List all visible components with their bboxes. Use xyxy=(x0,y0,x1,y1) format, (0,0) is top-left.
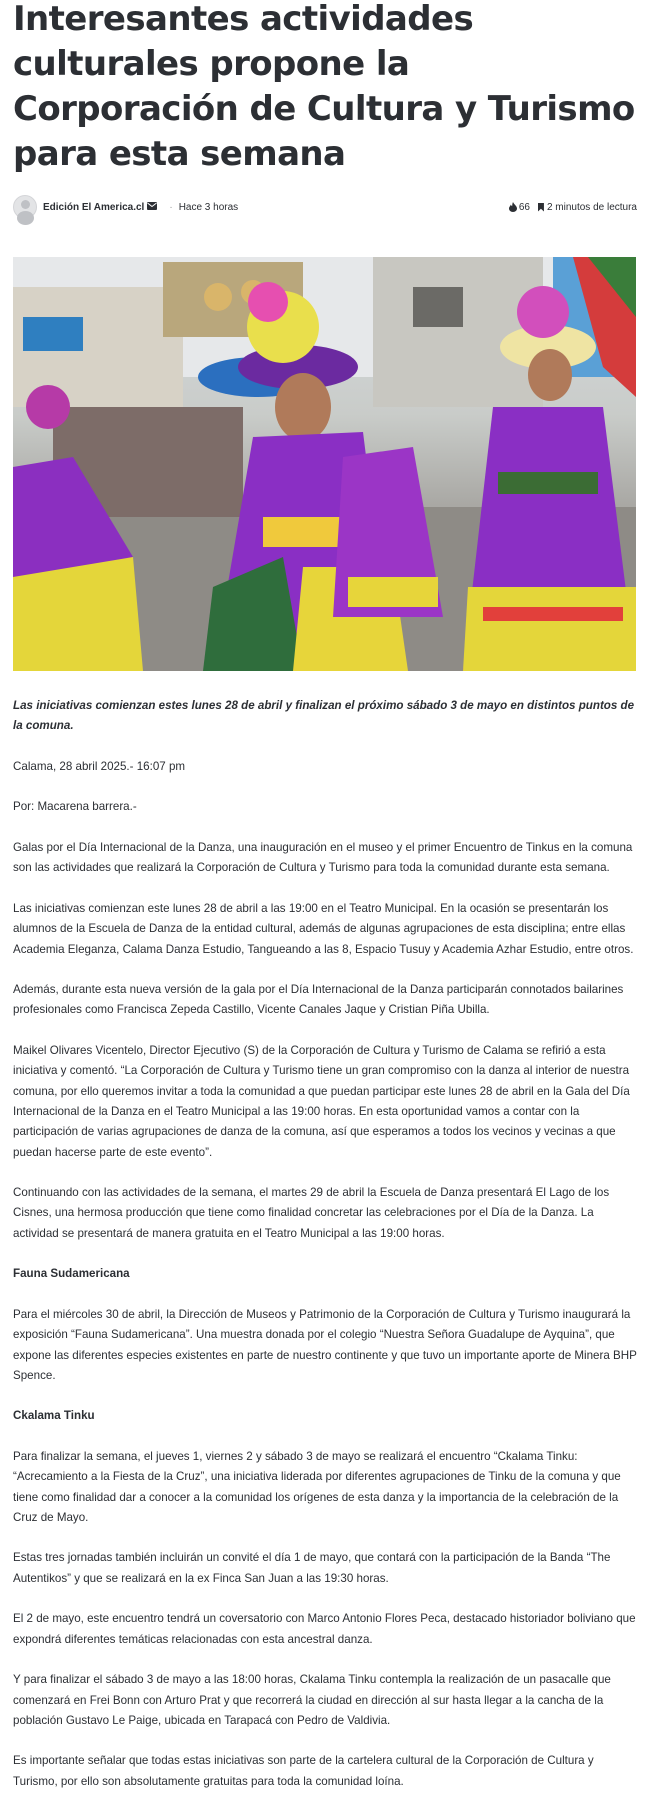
envelope-icon[interactable] xyxy=(147,202,157,213)
publish-time: Hace 3 horas xyxy=(178,201,239,213)
article-paragraph: Continuando con las actividades de la semana, el martes 29 de abril la Escuela de Danza presentará El Lago de los Cisnes, una hermosa producción que tiene como finalidad concretar las celebraciones por el Día de la Danza. La actividad se presentará de manera gratuita en el Teatro Municipal a las 19:00 horas. xyxy=(13,1186,610,1240)
flame-icon xyxy=(509,202,517,212)
article-paragraph: Galas por el Día Internacional de la Danza, una inauguración en el museo y el primer Encuentro de Tinkus en la comuna son las actividades que realizará la Corporación de Cultura y Turismo para toda la comunidad durante esta semana. xyxy=(13,841,633,875)
article-paragraph: Estas tres jornadas también incluirán un convité el día 1 de mayo, que contará con la participación de la Banda “The Autentikos” y que se realizará en la ex Finca San Juan a las 19:30 horas. xyxy=(13,1551,611,1585)
author-avatar[interactable] xyxy=(13,195,37,219)
article-paragraph: El 2 de mayo, este encuentro tendrá un coversatorio con Marco Antonio Flores Peca, destacado historiador boliviano que expondrá diferentes temáticas relacionadas con esta ancestral danza. xyxy=(13,1612,636,1646)
dancers-photo xyxy=(13,257,636,671)
section-heading: Ckalama Tinku xyxy=(13,1409,95,1423)
article-paragraph: Las iniciativas comienzan este lunes 28 de abril a las 19:00 en el Teatro Municipal. En la ocasión se presentarán los alumnos de la Escuela de Danza de la entidad cultural, además de algunas agrupaciones de esta disciplina; entre ellas Academia Eleganza, Calama Danza Estudio, Tangueando a las 8, Espacio Tusuy y Academia Azhar Estudio, entre otros. xyxy=(13,901,634,956)
author-name[interactable]: Edición El America.cl xyxy=(43,201,145,213)
article-paragraph: Y para finalizar el sábado 3 de mayo a las 18:00 horas, Ckalama Tinku contempla la realización de un pasacalle que comenzará en Frei Bonn con Arturo Prat y que recorrerá la ciudad en dirección al sur hasta llegar a la cancha de la población Gustavo Le Paige, ubicada en Tarapacá con Pedro de Valdivia. xyxy=(13,1673,611,1727)
article-body xyxy=(13,696,637,1792)
article-paragraph: Es importante señalar que todas estas iniciativas son parte de la cartelera cultural de la Corporación de Cultura y Turismo, por ello son absolutamente gratuitas para toda la comunidad loína. xyxy=(13,1754,594,1788)
article-paragraph: Además, durante esta nueva versión de la gala por el Día Internacional de la Danza participarán connotados bailarines profesionales como Francisca Zepeda Castillo, Vicente Canales Jaque y Cristian Piña Ubilla. xyxy=(13,983,624,1017)
views-count xyxy=(509,202,530,213)
article-paragraph: Maikel Olivares Vicentelo, Director Ejecutivo (S) de la Corporación de Cultura y Turismo de Calama se refirió a esta iniciativa y comentó. “La Corporación de Cultura y Turismo tiene un gran compromiso con la danza al interior de nuestra comuna, por ello queremos invitar a toda la comunidad a que puedan participar este lunes 28 de abril en la Gala del Día Internacional de la Danza en el Teatro Municipal a las 19:00 horas. En esta oportunidad vamos a contar con la participación de varias agrupaciones de danza de la comuna, así que esperamos a todos los vecinos y vecinas a que puedan hacerse parte de este evento”. xyxy=(13,1044,630,1159)
article-paragraph: Para finalizar la semana, el jueves 1, viernes 2 y sábado 3 de mayo se realizará el encuentro “Ckalama Tinku: “Acrecamiento a la Fiesta de la Cruz”, una iniciativa liderada por diferentes agrupaciones de Tinku de la comuna y que tiene como finalidad dar a conocer a la comunidad los orígenes de esta danza y la importancia de la celebración de la Cruz de Mayo. xyxy=(13,1449,621,1524)
article-paragraph: Para el miércoles 30 de abril, la Dirección de Museos y Patrimonio de la Corporación de Cultura y Turismo inaugurará la exposición “Fauna Sudamericana”. Una muestra donada por el colegio “Nuestra Señora Guadalupe de Ayquina”, que expone las diferentes especies existentes en parte de nuestro continente y que tuvo un importante aporte de Minera BHP Spence. xyxy=(13,1307,637,1382)
read-time xyxy=(538,202,637,213)
author-info xyxy=(13,195,238,219)
article-stats xyxy=(509,202,637,213)
article-lead: Las iniciativas comienzan estes lunes 28 de abril y finalizan el próximo sábado 3 de mayo en distintos puntos de la comuna. xyxy=(13,699,635,733)
article-paragraph: Calama, 28 abril 2025.- 16:07 pm xyxy=(13,759,186,773)
article-meta xyxy=(13,194,637,220)
section-heading: Fauna Sudamericana xyxy=(13,1267,130,1281)
featured-image xyxy=(13,257,636,671)
article-paragraph: Por: Macarena barrera.- xyxy=(13,800,137,814)
meta-separator: · xyxy=(169,201,173,213)
bookmark-icon xyxy=(538,203,544,212)
views-value: 66 xyxy=(518,201,530,213)
read-time-value: 2 minutos de lectura xyxy=(546,201,637,213)
article-title: Interesantes actividades culturales propone la Corporación de Cultura y Turismo para esta semana xyxy=(13,0,635,174)
